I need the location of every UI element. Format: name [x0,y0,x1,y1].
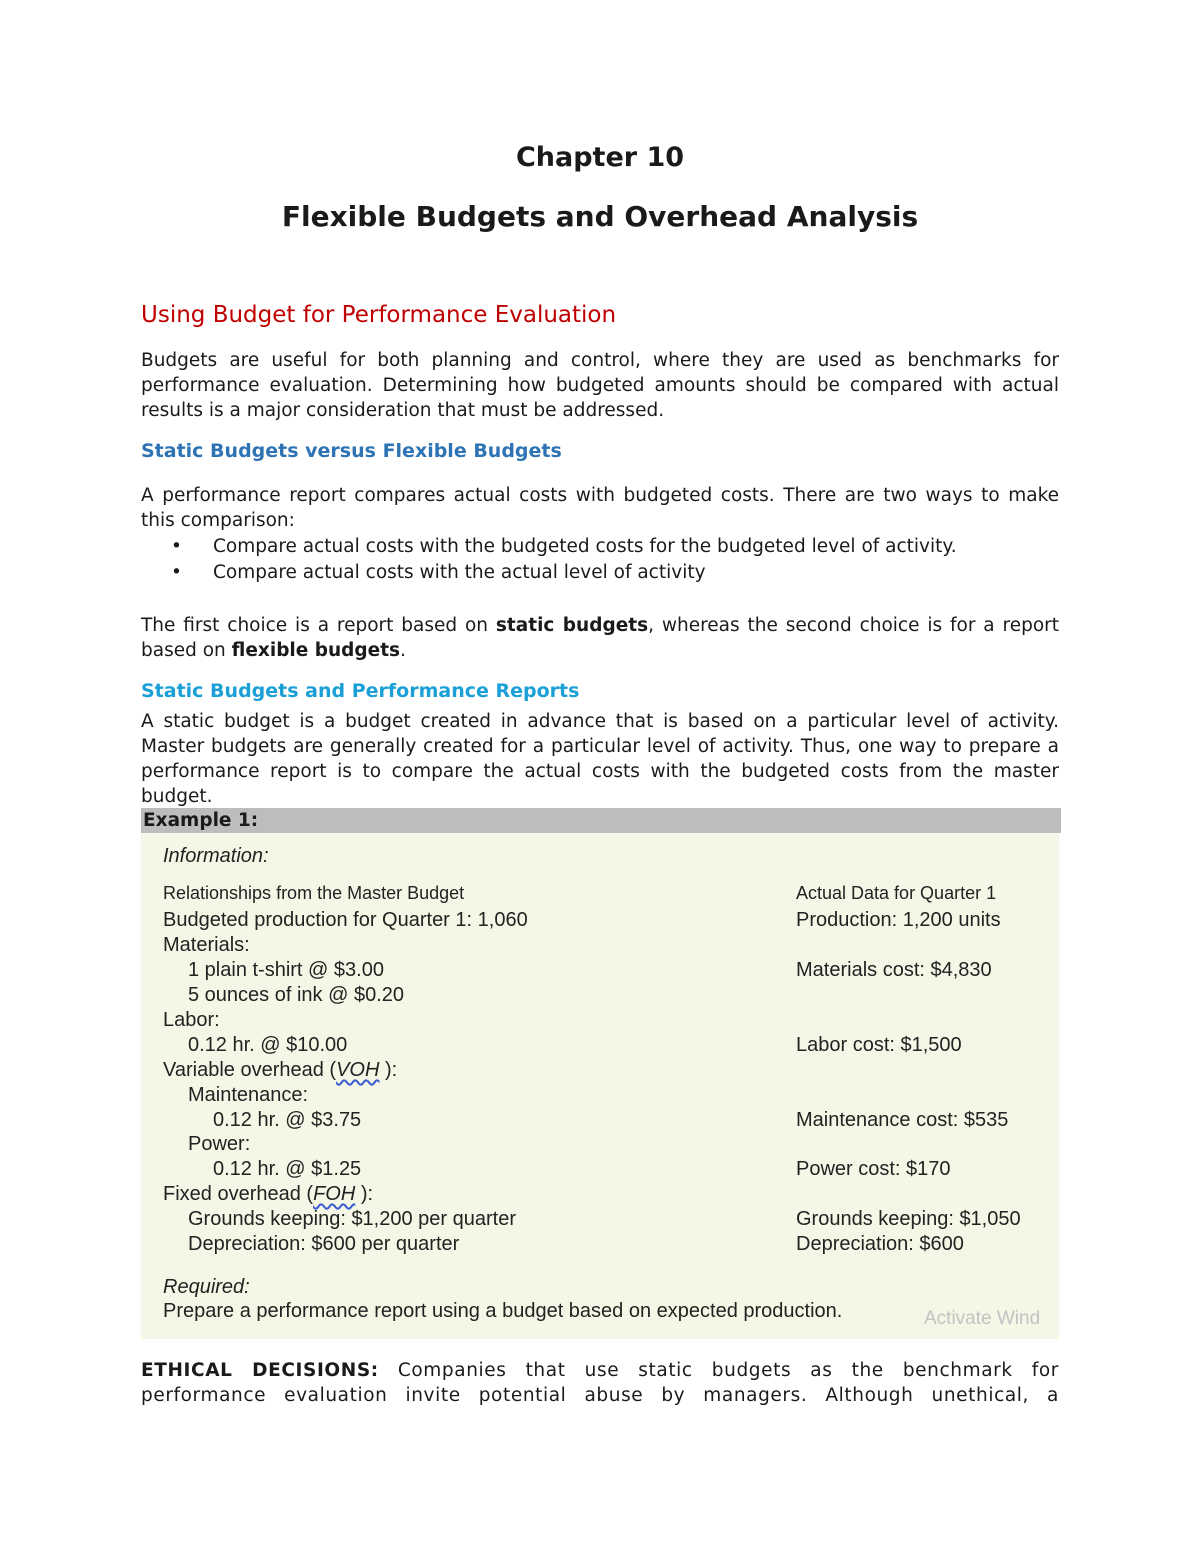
grounds-keeping-budget: Grounds keeping: $1,200 per quarter [188,1208,516,1230]
page-title: Flexible Budgets and Overhead Analysis [281,200,919,233]
required-text: Prepare a performance report using a budget based on expected production. [163,1300,843,1322]
master-budget-header: Relationships from the Master Budget [163,883,465,903]
maintenance-cost: Maintenance cost: $535 [796,1109,1009,1131]
section-heading-performance-evaluation: Using Budget for Performance Evaluation [141,302,617,328]
budgeted-production: Budgeted production for Quarter 1: 1,060 [163,909,528,931]
bullet-icon: • [171,562,182,583]
actual-data-header: Actual Data for Quarter 1 [796,883,997,903]
labor-cost: Labor cost: $1,500 [796,1034,962,1056]
bullet-icon: • [171,536,182,557]
activation-watermark: Activate Wind [924,1308,1041,1329]
section-heading-static-performance: Static Budgets and Performance Reports [141,680,580,702]
power-label: Power: [188,1133,251,1155]
fixed-overhead-label: Fixed overhead (FOH ): [163,1183,374,1205]
variable-overhead-label: Variable overhead (VOH ): [163,1059,398,1081]
list-item [171,534,957,560]
term-flexible-budgets: flexible budgets [231,640,401,661]
example-label: Example 1: [141,808,1061,833]
foh-abbreviation: FOH [313,1183,356,1205]
information-label: Information: [163,845,269,867]
paragraph-static-budget: A static budget is a budget created in advance that is based on a particular level of activity. Master budgets are generally created for a particular level of activity. Thus, one way to prepare a performance report is to compare the actual costs with the budgeted costs from the master budget. [141,711,1059,807]
paragraph-performance-report: A performance report compares actual costs with budgeted costs. There are two ways to make this comparison: [141,485,1059,531]
power-rate: 0.12 hr. @ $1.25 [213,1158,362,1180]
ethical-decisions-label: ETHICAL DECISIONS: [141,1360,379,1381]
maintenance-rate: 0.12 hr. @ $3.75 [213,1109,362,1131]
bullet-text: Compare actual costs with the actual level of activity [213,562,706,583]
depreciation-actual: Depreciation: $600 [796,1233,964,1255]
section-heading-static-vs-flexible: Static Budgets versus Flexible Budgets [141,440,562,462]
paragraph-choices: The first choice is a report based on static budgets, whereas the second choice is for a report based on flexible budgets. [141,615,1059,661]
tshirt-rate: 1 plain t-shirt @ $3.00 [188,959,384,981]
power-cost: Power cost: $170 [796,1158,951,1180]
example-info-box [141,833,1059,1339]
labor-label: Labor: [163,1009,220,1031]
bullet-list [171,534,957,586]
paragraph-budgets-intro: Budgets are useful for both planning and control, where they are used as benchmarks for performance evaluation. Determining how budgeted amounts should be compared with actual results is a major consideration that must be addressed. [141,350,1059,421]
required-label: Required: [163,1276,250,1298]
maintenance-label: Maintenance: [188,1084,309,1106]
ink-rate: 5 ounces of ink @ $0.20 [188,984,404,1006]
materials-cost: Materials cost: $4,830 [796,959,992,981]
bullet-text: Compare actual costs with the budgeted costs for the budgeted level of activity. [213,536,957,557]
grounds-keeping-actual: Grounds keeping: $1,050 [796,1208,1021,1230]
chapter-number: Chapter 10 [515,142,685,173]
list-item [171,560,957,586]
labor-rate: 0.12 hr. @ $10.00 [188,1034,348,1056]
term-static-budgets: static budgets [495,615,649,636]
materials-label: Materials: [163,934,250,956]
voh-abbreviation: VOH [336,1059,380,1081]
depreciation-budget: Depreciation: $600 per quarter [188,1233,460,1255]
actual-production: Production: 1,200 units [796,909,1001,931]
paragraph-ethical-decisions: ETHICAL DECISIONS: Companies that use static budgets as the benchmark for performance evaluation invite potential abuse by managers. Although unethical, a [141,1360,1060,1406]
